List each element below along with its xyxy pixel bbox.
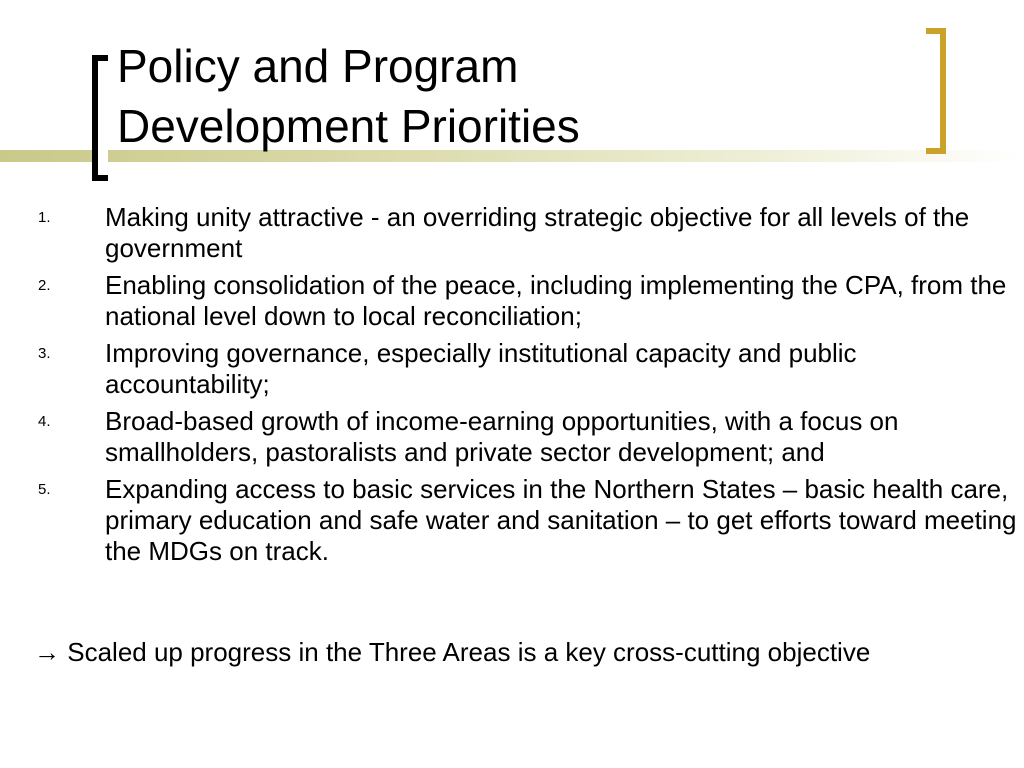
priority-number: 5. (38, 481, 51, 498)
priority-list (0, 202, 1020, 573)
right-bracket-decoration (926, 28, 946, 154)
priority-number: 1. (38, 209, 51, 226)
priority-text: Improving governance, especially institutional capacity and public accountability; (105, 338, 857, 399)
priority-text: Making unity attractive - an overriding strategic objective for all levels of the government (105, 202, 970, 263)
slide-title-line-2: Development Priorities (117, 100, 580, 152)
right-arrow-icon: → (34, 637, 60, 667)
priority-text: Broad-based growth of income-earning opportunities, with a focus on smallholders, pastoralists and private sector development; and (105, 406, 899, 467)
left-bracket-decoration (92, 55, 108, 181)
priority-item (0, 202, 1020, 264)
priority-item (0, 406, 1020, 468)
slide-title-line-1: Policy and Program (117, 40, 519, 92)
priority-text: Expanding access to basic services in the Northern States – basic health care, primary education and safe water and sanitation – to get efforts toward meeting the MDGs on track. (105, 474, 1017, 566)
conclusion-text: Scaled up progress in the Three Areas is a key cross-cutting objective (67, 637, 871, 667)
priority-item (0, 474, 1020, 567)
conclusion-statement (34, 637, 1024, 668)
priority-item (0, 270, 1020, 332)
priority-item (0, 338, 1020, 400)
priority-number: 4. (38, 413, 51, 430)
priority-number: 3. (38, 345, 51, 362)
slide-title (117, 36, 580, 156)
priority-number: 2. (38, 277, 51, 294)
priority-text: Enabling consolidation of the peace, including implementing the CPA, from the national level down to local reconciliation; (105, 270, 1007, 331)
